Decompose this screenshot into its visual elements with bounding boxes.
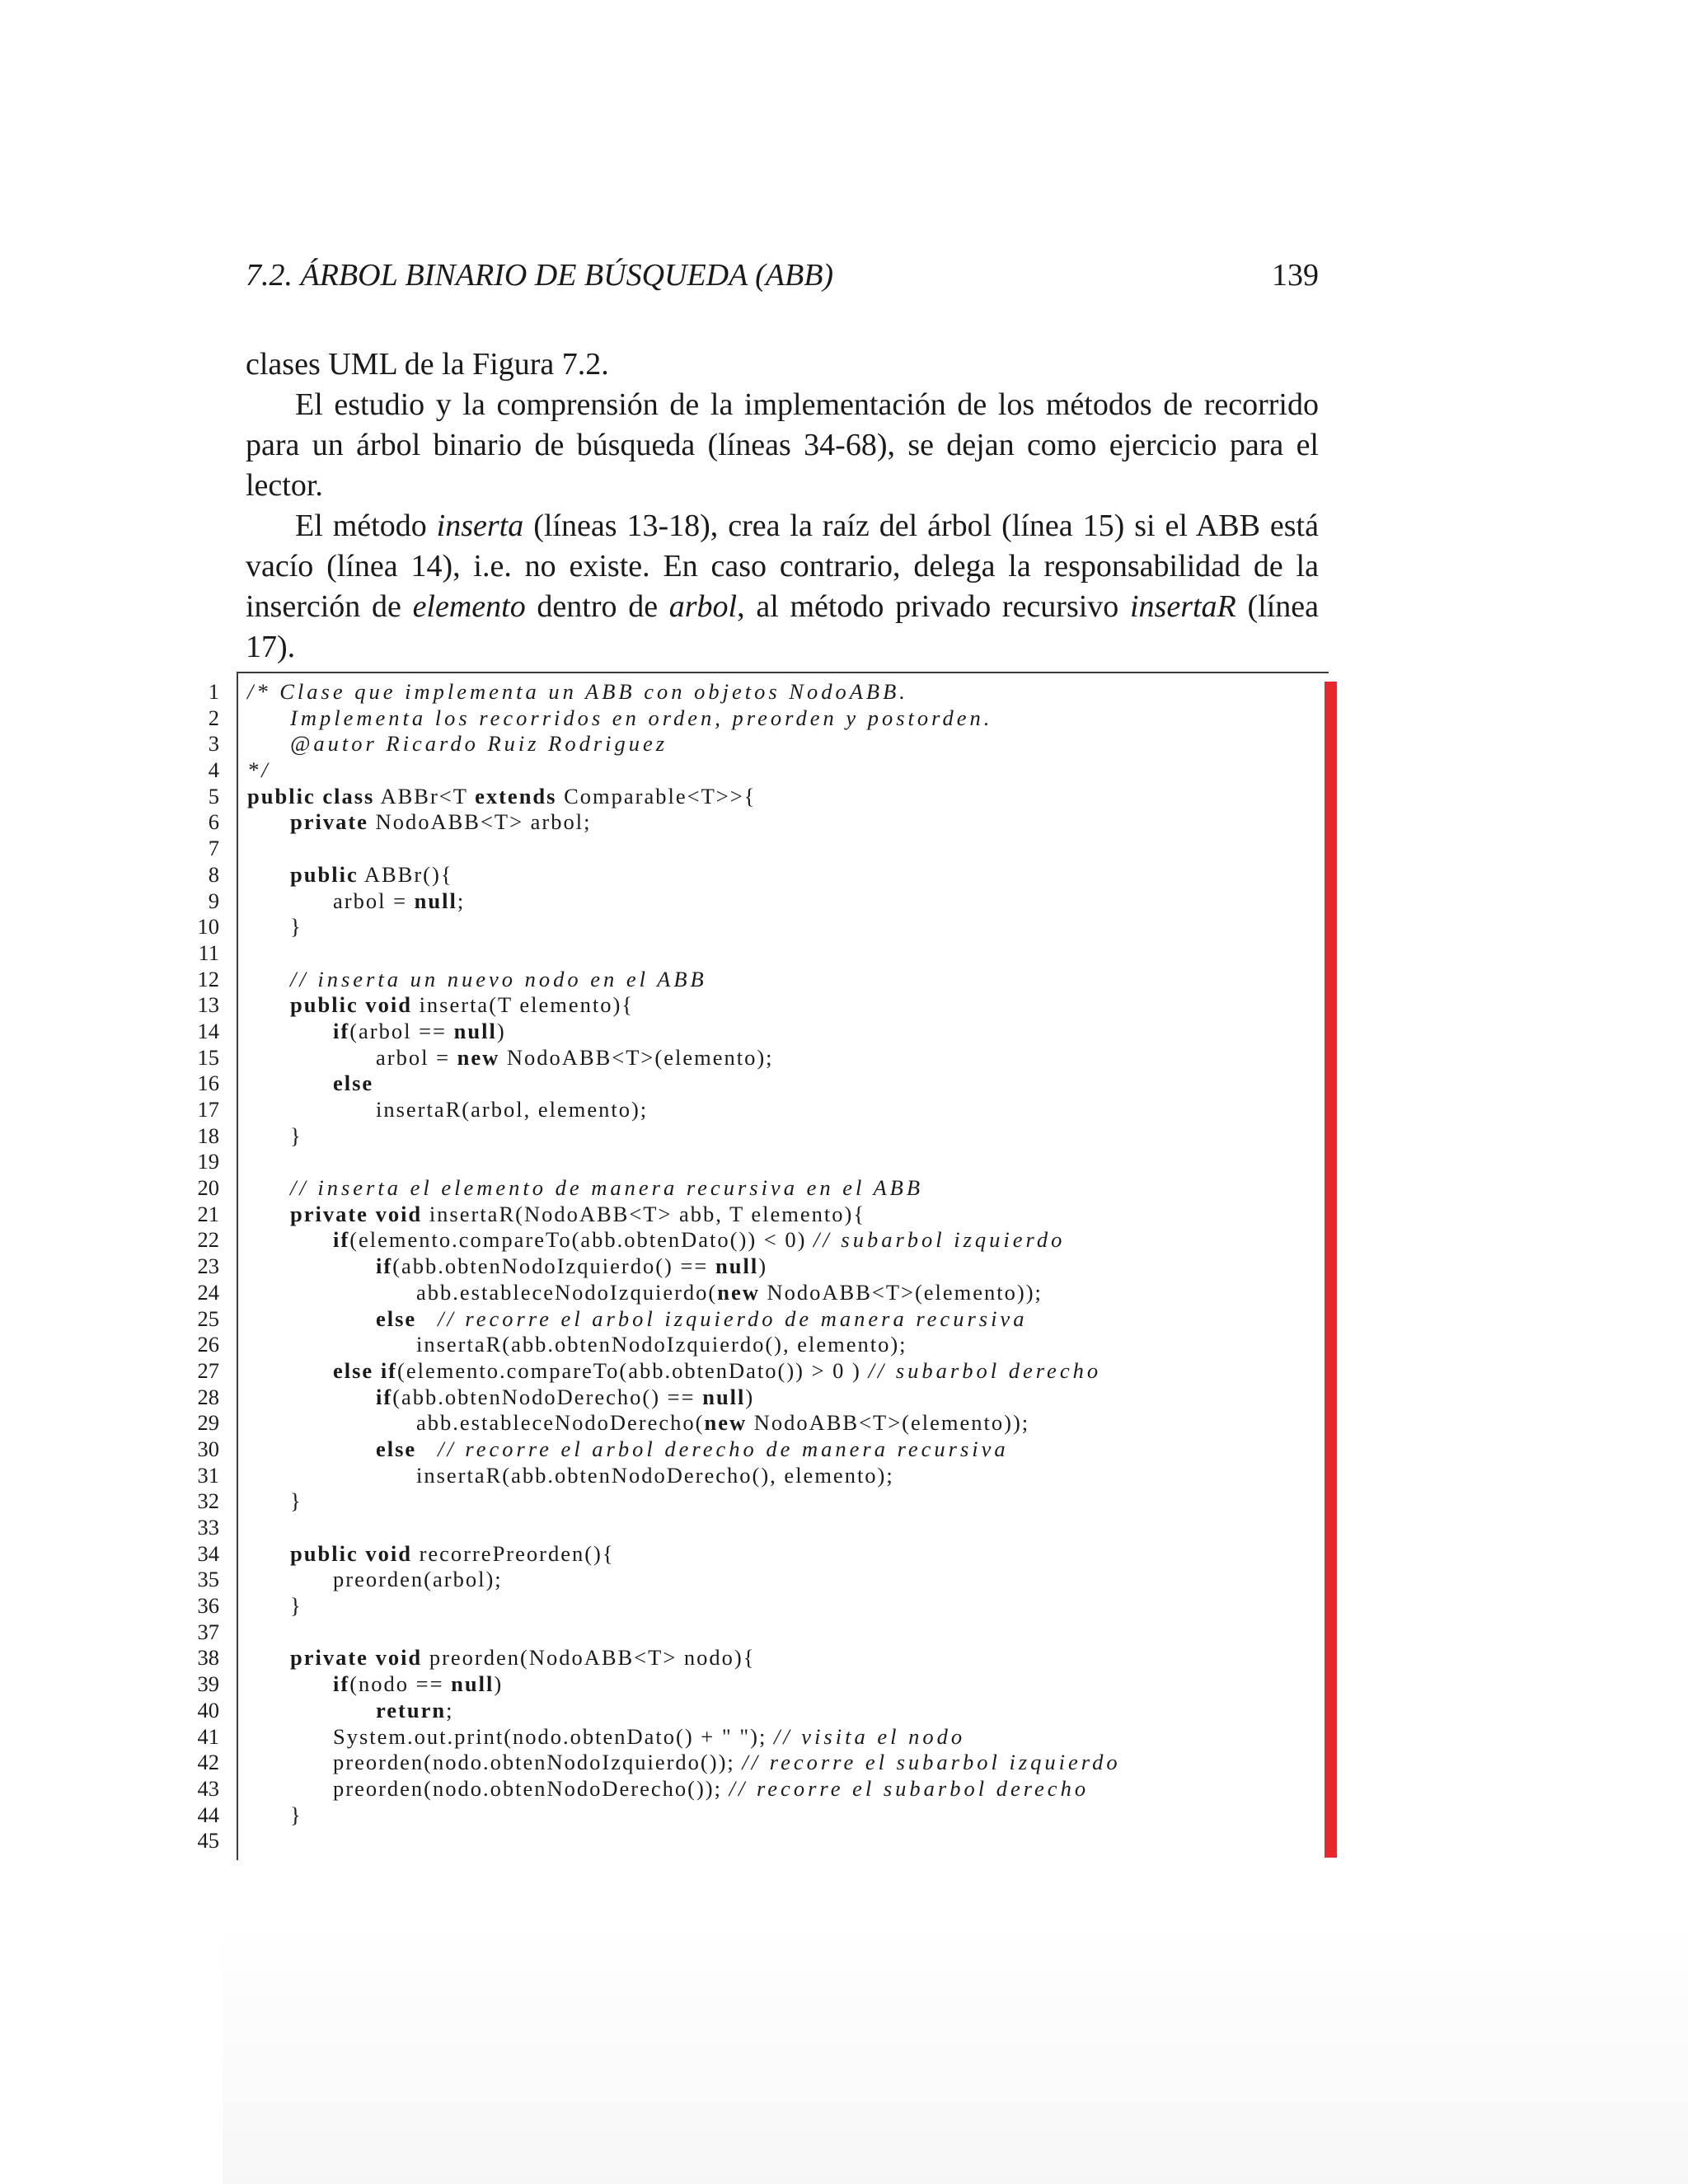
- code-line: [247, 809, 1319, 836]
- page-bottom-shade: [223, 1920, 1688, 2184]
- page-number: 139: [1272, 258, 1319, 293]
- code-text: insertaR(arbol, elemento);: [376, 1097, 649, 1122]
- running-header: [246, 251, 1319, 300]
- code-line: [247, 1202, 1319, 1228]
- code-line: [247, 992, 1319, 1019]
- paragraph-1: [246, 344, 1319, 385]
- code-text: }: [290, 1593, 302, 1619]
- code-text: NodoABB<T> arbol;: [368, 809, 592, 835]
- line-number: 35: [197, 1567, 219, 1592]
- code-text: }: [290, 1122, 302, 1148]
- line-number: 33: [197, 1515, 219, 1540]
- code-line: [247, 1645, 1319, 1671]
- code-keyword: public: [290, 861, 359, 887]
- code-keyword: public void: [290, 1540, 412, 1566]
- line-number: 21: [197, 1201, 219, 1226]
- code-line: [247, 1175, 1319, 1202]
- code-line: [247, 1593, 1319, 1619]
- code-comment: // inserta un nuevo nodo en el ABB: [290, 966, 707, 991]
- line-number: 29: [197, 1410, 219, 1436]
- code-keyword: if: [376, 1384, 393, 1409]
- code-keyword: new: [457, 1044, 500, 1070]
- code-text: }: [290, 1802, 302, 1827]
- paragraph-text: [246, 385, 1327, 506]
- code-line: [247, 836, 1319, 862]
- line-number: 4: [208, 757, 219, 783]
- code-comment: // recorre el subarbol derecho: [729, 1775, 1090, 1801]
- line-number: 14: [197, 1018, 219, 1043]
- code-text: (elemento.compareTo(abb.obtenDato()) > 0 ): [397, 1357, 869, 1383]
- code-text: insertaR(abb.obtenNodoIzquierdo(), elemento);: [416, 1332, 907, 1357]
- code-keyword: else: [376, 1305, 417, 1331]
- line-number: 32: [197, 1488, 219, 1514]
- code-text: NodoABB<T>(elemento));: [747, 1410, 1030, 1436]
- code-line: [247, 1410, 1319, 1436]
- code-text: ): [496, 1018, 506, 1043]
- code-comment: // inserta el elemento de manera recursiva en el ABB: [290, 1175, 924, 1201]
- code-keyword: private void: [290, 1201, 423, 1226]
- code-keyword: null: [453, 1018, 497, 1043]
- code-text: }: [290, 914, 302, 940]
- code-line: [247, 940, 1319, 967]
- code-text: ABBr<T: [374, 783, 476, 808]
- line-number: 40: [197, 1697, 219, 1722]
- code-line: [247, 784, 1319, 810]
- code-line: [247, 1385, 1319, 1411]
- code-line: [247, 1227, 1319, 1254]
- code-line: [247, 1463, 1319, 1489]
- code-comment: */: [247, 757, 271, 783]
- code-text: arbol =: [376, 1044, 457, 1070]
- code-line: [247, 757, 1319, 784]
- code-line: [247, 1619, 1319, 1646]
- line-number: 44: [197, 1802, 219, 1827]
- line-number: 5: [208, 783, 219, 808]
- code-keyword: private: [290, 809, 368, 835]
- line-number: 41: [197, 1723, 219, 1749]
- code-line: [247, 1724, 1319, 1750]
- line-number: 43: [197, 1775, 219, 1801]
- code-text: }: [290, 1488, 302, 1514]
- line-number: 28: [197, 1384, 219, 1409]
- code-line: [247, 1045, 1319, 1071]
- code-text: ): [494, 1671, 504, 1697]
- code-line: [247, 1149, 1319, 1175]
- code-text: arbol =: [333, 888, 415, 913]
- code-comment: // recorre el subarbol izquierdo: [742, 1750, 1121, 1775]
- code-keyword: private void: [290, 1645, 423, 1671]
- code-line: [247, 1358, 1319, 1385]
- code-text: ;: [446, 1697, 454, 1722]
- code-line: [247, 914, 1319, 940]
- line-number: 31: [197, 1462, 219, 1488]
- line-number: 6: [208, 809, 219, 835]
- line-number: 10: [197, 914, 219, 940]
- line-number: 11: [198, 940, 219, 965]
- code-comment: // subarbol izquierdo: [814, 1227, 1066, 1253]
- code-line: [247, 679, 1319, 705]
- code-line: [247, 1802, 1319, 1829]
- line-number: 18: [197, 1122, 219, 1148]
- paragraph-text: [246, 344, 1319, 385]
- line-number: 3: [208, 731, 219, 757]
- code-text: Comparable<T>>{: [556, 783, 757, 808]
- code-line: [247, 862, 1319, 888]
- code-keyword: new: [717, 1279, 760, 1305]
- code-line: [247, 1541, 1319, 1568]
- line-number: 25: [197, 1305, 219, 1331]
- emphasized-term: insertaR: [1130, 589, 1236, 624]
- code-line: [247, 1567, 1319, 1593]
- code-text: inserta(T elemento){: [411, 992, 635, 1018]
- line-number: 24: [197, 1279, 219, 1305]
- code-line: [247, 888, 1319, 915]
- code-keyword: public class: [247, 783, 375, 808]
- text-run: clases UML de la Figura 7.2.: [246, 347, 609, 382]
- line-number: 2: [208, 705, 219, 730]
- code-text: preorden(arbol);: [333, 1567, 503, 1592]
- text-run: , al método privado recursivo: [737, 589, 1130, 624]
- line-number: 15: [197, 1044, 219, 1070]
- code-text: abb.estableceNodoDerecho(: [416, 1410, 705, 1436]
- code-line: [247, 1254, 1319, 1280]
- code-text: (nodo ==: [349, 1671, 452, 1697]
- line-number: 12: [197, 966, 219, 991]
- code-line: [247, 1776, 1319, 1802]
- code-text: ): [745, 1384, 755, 1409]
- line-number: 34: [197, 1540, 219, 1566]
- code-line: [247, 1019, 1319, 1045]
- code-line: [247, 1332, 1319, 1358]
- code-line: [247, 967, 1319, 993]
- line-number: 30: [197, 1436, 219, 1461]
- text-run: El método: [295, 509, 437, 543]
- code-text: (arbol ==: [349, 1018, 454, 1043]
- text-run: (línea 17).: [246, 589, 1327, 664]
- code-line: [247, 1280, 1319, 1306]
- code-comment: // visita el nodo: [773, 1723, 966, 1749]
- code-keyword: null: [414, 888, 457, 913]
- code-keyword: return: [376, 1697, 447, 1722]
- code-text: NodoABB<T>(elemento));: [759, 1279, 1043, 1305]
- line-number: 7: [208, 836, 219, 861]
- code-text: [416, 1306, 438, 1331]
- code-text: (abb.obtenNodoIzquierdo() ==: [392, 1254, 715, 1279]
- code-line: [247, 1123, 1319, 1150]
- emphasized-term: inserta: [436, 509, 524, 543]
- code-keyword: else: [333, 1071, 374, 1096]
- code-keyword: if: [376, 1254, 393, 1279]
- code-text: ABBr(){: [358, 861, 453, 887]
- code-line: [247, 1698, 1319, 1724]
- line-number: 16: [197, 1071, 219, 1096]
- code-keyword: null: [702, 1384, 746, 1409]
- line-number: 20: [197, 1175, 219, 1201]
- code-keyword: new: [704, 1410, 748, 1436]
- line-number: 27: [197, 1357, 219, 1383]
- line-number: 17: [197, 1097, 219, 1122]
- code-line: [247, 1097, 1319, 1123]
- code-keyword: null: [451, 1671, 495, 1697]
- line-number: 22: [197, 1227, 219, 1253]
- code-text: preorden(nodo.obtenNodoDerecho());: [333, 1775, 729, 1801]
- line-number: 9: [208, 888, 219, 913]
- code-line: [247, 731, 1319, 757]
- code-comment: Implementa los recorridos en orden, preorden y postorden.: [290, 705, 993, 730]
- code-keyword: public void: [290, 992, 412, 1018]
- code-text: insertaR(abb.obtenNodoDerecho(), elemento);: [416, 1462, 894, 1488]
- line-number: 42: [197, 1750, 219, 1775]
- code-comment: // subarbol derecho: [868, 1357, 1102, 1383]
- code-text: ;: [457, 888, 466, 913]
- code-text: preorden(NodoABB<T> nodo){: [422, 1645, 756, 1671]
- code-comment: @autor Ricardo Ruiz Rodriguez: [290, 731, 668, 757]
- line-number: 26: [197, 1332, 219, 1357]
- emphasized-term: arbol: [668, 589, 738, 624]
- code-comment: // recorre el arbol izquierdo de manera recursiva: [438, 1305, 1028, 1331]
- code-keyword: null: [715, 1254, 759, 1279]
- paragraph-text: [246, 506, 1327, 668]
- text-run: (líneas 13-18), crea la raíz del árbol (línea 15) si el ABB está vacío (línea 14), i.e. no existe. En caso contrario, delega la responsabilidad de la inserción de: [246, 509, 1327, 624]
- code-text: NodoABB<T>(elemento);: [499, 1044, 774, 1070]
- line-number: 38: [197, 1645, 219, 1671]
- line-number: 36: [197, 1593, 219, 1619]
- line-number: 45: [197, 1828, 219, 1854]
- code-keyword: if: [333, 1227, 350, 1253]
- margin-marker-bar: [1325, 682, 1337, 1858]
- code-text: (abb.obtenNodoDerecho() ==: [392, 1384, 703, 1409]
- code-text: [416, 1436, 438, 1461]
- section-title: 7.2. ÁRBOL BINARIO DE BÚSQUEDA (ABB): [246, 258, 834, 293]
- code-line: [247, 1515, 1319, 1541]
- code-keyword: if: [333, 1018, 350, 1043]
- code-comment: /* Clase que implementa un ABB con objetos NodoABB.: [247, 679, 908, 704]
- code-line: [247, 1828, 1319, 1854]
- paragraph-2: [246, 385, 1327, 506]
- code-line: [247, 1488, 1319, 1515]
- code-line: [247, 1071, 1319, 1097]
- code-text: recorrePreorden(){: [411, 1540, 615, 1566]
- code-text: System.out.print(nodo.obtenDato() + " ");: [333, 1723, 774, 1749]
- code-line: [247, 1306, 1319, 1333]
- code-line: [247, 1436, 1319, 1463]
- text-run: dentro de: [525, 589, 669, 624]
- text-run: El estudio y la comprensión de la implementación de los métodos de recorrido para un árbol binario de búsqueda (líneas 34-68), se dejan como ejercicio para el lector.: [246, 387, 1327, 503]
- code-keyword: else: [376, 1436, 417, 1461]
- line-number: 8: [208, 861, 219, 887]
- line-number: 19: [197, 1149, 219, 1174]
- code-listing: [247, 679, 1319, 1854]
- line-number: 13: [197, 992, 219, 1018]
- paragraph-3: [246, 506, 1327, 668]
- code-line-numbers: [165, 679, 219, 1854]
- line-number: 39: [197, 1671, 219, 1697]
- code-line: [247, 705, 1319, 732]
- code-text: preorden(nodo.obtenNodoIzquierdo());: [333, 1750, 743, 1775]
- code-text: (elemento.compareTo(abb.obtenDato()) < 0): [349, 1227, 814, 1253]
- line-number: 1: [208, 679, 219, 704]
- line-number: 37: [197, 1619, 219, 1644]
- code-line: [247, 1671, 1319, 1698]
- code-line: [247, 1750, 1319, 1776]
- code-text: ): [758, 1254, 768, 1279]
- line-number: 23: [197, 1254, 219, 1279]
- code-text: insertaR(NodoABB<T> abb, T elemento){: [422, 1201, 866, 1226]
- code-keyword: extends: [475, 783, 557, 808]
- code-comment: // recorre el arbol derecho de manera recursiva: [438, 1436, 1009, 1461]
- emphasized-term: elemento: [412, 589, 526, 624]
- code-keyword: else if: [333, 1357, 398, 1383]
- code-keyword: if: [333, 1671, 350, 1697]
- code-text: abb.estableceNodoIzquierdo(: [416, 1279, 718, 1305]
